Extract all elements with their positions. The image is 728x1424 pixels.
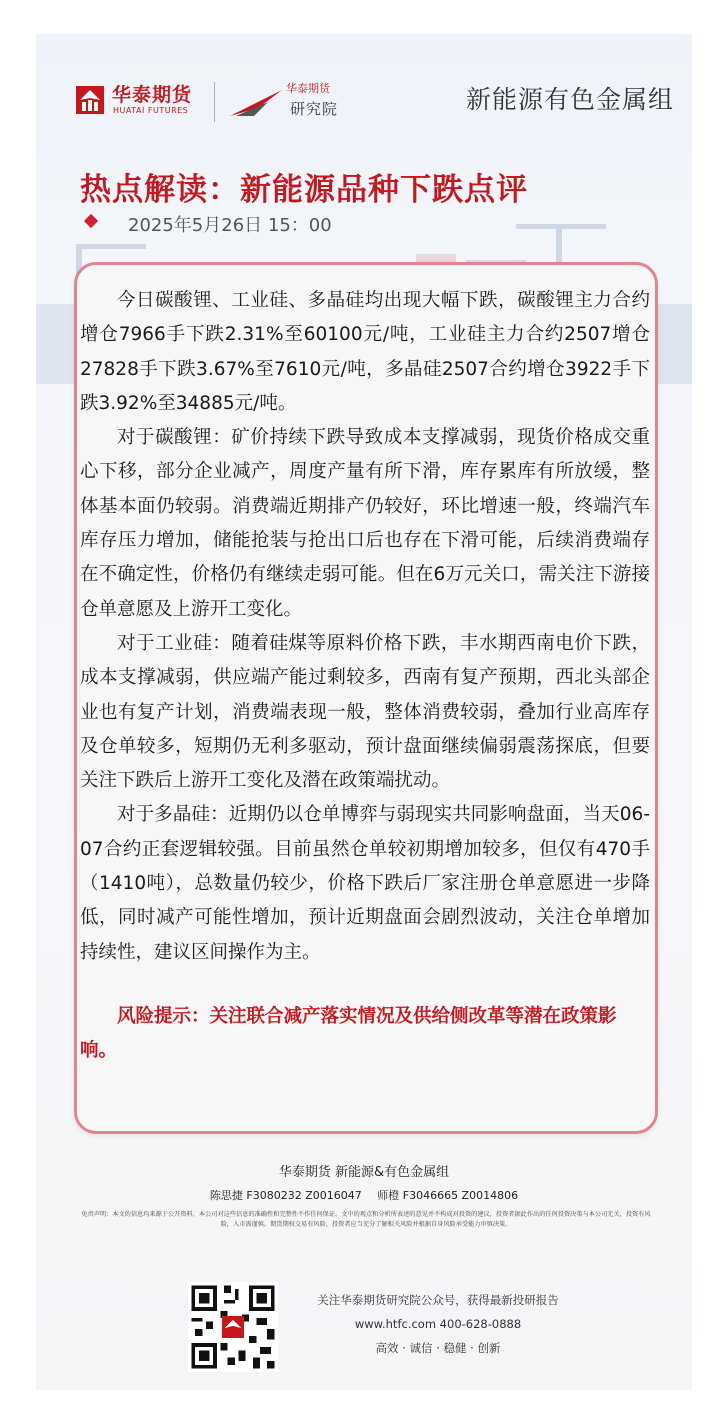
disclaimer: 免责声明：本文的信息均来源于公开资料，本公司对这些信息的准确性和完整性不作任何保证。文中的观点和分析所表述的意见并不构成对投资的建议，投资者据此作出的任何投资决策与本公司无关，投资有风险，入市需谨慎。期货期权交易有风险，投资者应当充分了解相关风险并根据自身风险承受能力审慎决策。 <box>81 1211 651 1228</box>
company-logo-name: 华泰期货 <box>112 84 193 106</box>
footer-analysts <box>36 1187 692 1203</box>
contact-info[interactable]: www.htfc.com 400-628-0888 <box>354 1317 522 1331</box>
institute-name-top: 华泰期货 <box>286 82 330 95</box>
company-slogan: 高效 · 诚信 · 稳健 · 创新 <box>375 1341 501 1355</box>
paragraph-industrial-silicon: 对于工业硅：随着硅煤等原料价格下跌，丰水期西南电价下跌，成本支撑减弱，供应端产能过剩较多，西南有复产预期，西北头部企业也有复产计划，消费端表现一般，整体消费较弱，叠加行业高库存及仓单较多，短期仍无利多驱动，预计盘面继续偏弱震荡探底，但要关注下跌后上游开工变化及潜在政策端扰动。 <box>80 632 650 792</box>
publish-date: 2025年5月26日 15：00 <box>128 215 332 236</box>
institute-name-bottom: 研究院 <box>290 100 339 118</box>
follow-text: 关注华泰期货研究院公众号，获得最新投研报告 <box>317 1293 559 1307</box>
paragraph-polysilicon: 对于多晶硅：近期仍以仓单博弈与弱现实共同影响盘面，当天06-07合约正套逻辑较强。目前虽然仓单较初期增加较多，但仅有470手（1410吨），总数量仍较少，价格下跌后厂家注册仓单意愿进一步降低，同时减产可能性增加，预计近期盘面会剧烈波动，关注仓单增加持续性，建议区间操作为主。 <box>80 804 650 963</box>
risk-warning: 风险提示：关注联合减产落实情况及供给侧改革等潜在政策影响。 <box>80 1005 617 1062</box>
analyst-2: 师橙 F3046665 Z0014806 <box>377 1189 519 1202</box>
page-title: 热点解读：新能源品种下跌点评 <box>80 172 528 208</box>
company-logo-english: HUATAI FUTURES <box>113 106 189 115</box>
bird-icon <box>228 86 284 120</box>
group-name: 新能源有色金属组 <box>465 85 674 114</box>
analyst-1: 陈思捷 F3080232 Z0016047 <box>209 1189 362 1202</box>
paragraph-lithium-carbonate: 对于碳酸锂：矿价持续下跌导致成本支撑减弱，现货价格成交重心下移，部分企业减产，周度产量有所下滑，库存累库有所放缓，整体基本面仍较弱。消费端近期排产仍较好，环比增速一般，终端汽车库存压力增加，储能抢装与抢出口后也存在下滑可能，后续消费端存在不确定性，价格仍有继续走弱可能。但在6万元关口，需关注下游接仓单意愿及上游开工变化。 <box>80 427 650 620</box>
report-page <box>36 34 692 1390</box>
footer-team-name: 华泰期货 新能源&有色金属组 <box>278 1165 450 1180</box>
paragraph-summary: 今日碳酸锂、工业硅、多晶硅均出现大幅下跌，碳酸锂主力合约增仓7966手下跌2.31%至60100元/吨，工业硅主力合约2507增仓27828手下跌3.67%至7610元/吨，多晶硅2507合约增仓3922手下跌3.92%至34885元/吨。 <box>80 290 650 414</box>
page-header <box>36 34 692 154</box>
qr-caption <box>298 1288 578 1360</box>
header-divider <box>214 82 215 122</box>
card-body <box>80 284 650 1069</box>
huatai-logo-icon <box>76 86 104 114</box>
qr-code-icon[interactable] <box>188 1282 278 1372</box>
